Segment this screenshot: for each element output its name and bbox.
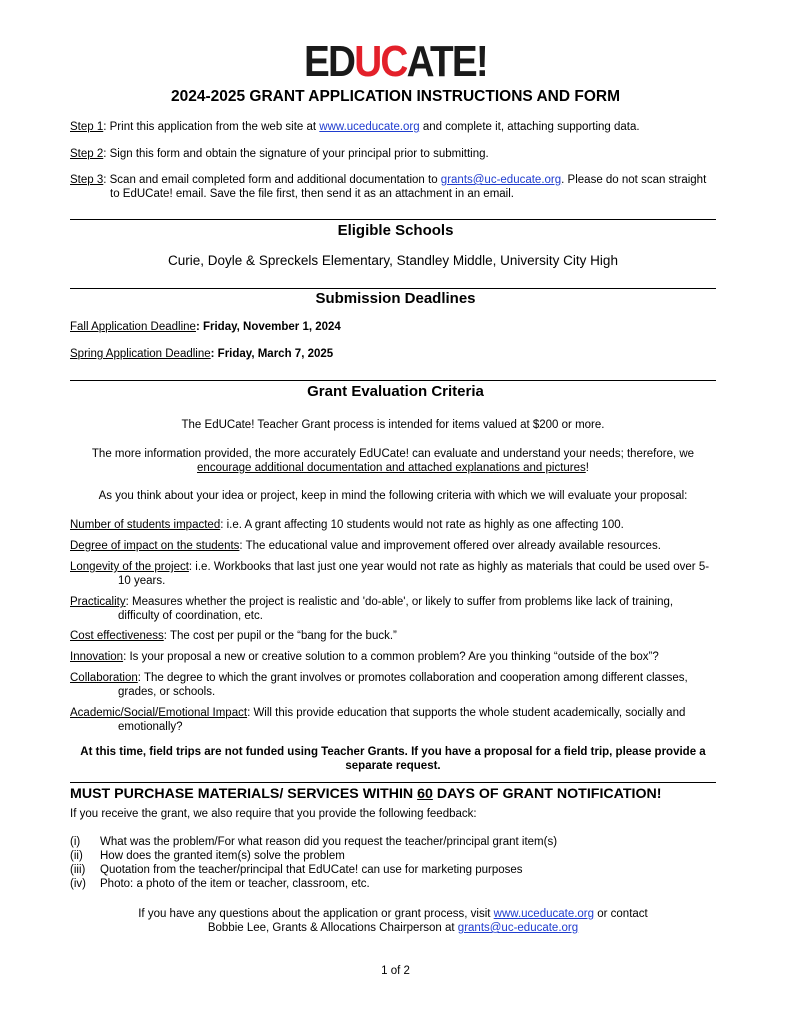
spring-deadline: Spring Application Deadline: Friday, March 7, 2025 xyxy=(70,348,334,360)
divider xyxy=(70,782,716,783)
feedback-item: (iv) Photo: a photo of the item or teacher, classroom, etc. xyxy=(70,878,370,890)
feedback-intro: If you receive the grant, we also require that you provide the following feedback: xyxy=(70,808,477,820)
criteria-intro-3: As you think about your idea or project, keep in mind the following criteria with which we will evaluate your proposal: xyxy=(98,490,688,502)
footer-website-link[interactable]: www.uceducate.org xyxy=(493,908,595,920)
criterion-item: Innovation: Is your proposal a new or creative solution to a common problem? Are you thinking “outside of the box”? xyxy=(70,651,659,663)
page-title: 2024-2025 GRANT APPLICATION INSTRUCTIONS AND FORM xyxy=(171,88,620,105)
criterion-item: Cost effectiveness: The cost per pupil or the “bang for the buck.” xyxy=(70,630,397,642)
criteria-intro-1: The EdUCate! Teacher Grant process is intended for items valued at $200 or more. xyxy=(181,419,605,431)
feedback-item: (ii) How does the granted item(s) solve the problem xyxy=(70,850,345,862)
divider xyxy=(70,288,716,289)
website-link[interactable]: www.uceducate.org xyxy=(319,121,420,133)
submission-deadlines-heading: Submission Deadlines xyxy=(315,290,476,307)
eligible-schools-list: Curie, Doyle & Spreckels Elementary, Standley Middle, University City High xyxy=(168,253,618,268)
divider xyxy=(70,219,716,220)
purchase-deadline-heading: MUST PURCHASE MATERIALS/ SERVICES WITHIN 60 DAYS OF GRANT NOTIFICATION! xyxy=(70,786,662,802)
feedback-item: (i) What was the problem/For what reason did you request the teacher/principal grant item(s) xyxy=(70,836,558,848)
step-3: Step 3: Scan and email completed form and additional documentation to grants@uc-educate.org. Please do not scan straight to EdUCate! email. Save the file first, then send it as an attachment in an email. xyxy=(70,174,707,200)
educate-logo: EDUCATE! xyxy=(303,37,488,86)
criterion-item: Academic/Social/Emotional Impact: Will this provide education that supports the whole student academically, socially and emotionally? xyxy=(70,707,686,733)
field-trip-note: At this time, field trips are not funded using Teacher Grants. If you have a proposal for a field trip, please provide a separate request. xyxy=(80,746,706,772)
step-1: Step 1: Print this application from the web site at www.uceducate.org and complete it, attaching supporting data. xyxy=(70,121,640,133)
fall-deadline: Fall Application Deadline: Friday, November 1, 2024 xyxy=(70,321,341,333)
criterion-item: Number of students impacted: i.e. A grant affecting 10 students would not rate as highly as one affecting 100. xyxy=(70,519,624,531)
divider xyxy=(70,380,716,381)
grant-evaluation-criteria-heading: Grant Evaluation Criteria xyxy=(307,383,484,400)
criterion-item: Collaboration: The degree to which the grant involves or promotes collaboration and cooperation among different classes, grades, or schools. xyxy=(70,672,688,698)
eligible-schools-heading: Eligible Schools xyxy=(337,222,454,239)
page-number: 1 of 2 xyxy=(381,965,410,977)
criterion-item: Degree of impact on the students: The educational value and improvement offered over already available resources. xyxy=(70,540,661,552)
step-2: Step 2: Sign this form and obtain the signature of your principal prior to submitting. xyxy=(70,148,489,160)
contact-footer: If you have any questions about the application or grant process, visit www.uceducate.org or contact Bobbie Lee, Grants & Allocations Chairperson at grants@uc-educate.org xyxy=(138,908,648,934)
footer-email-link[interactable]: grants@uc-educate.org xyxy=(457,922,579,934)
criterion-item: Longevity of the project: i.e. Workbooks that last just one year would not rate as highly as materials that could be used over 5- 10 years. xyxy=(70,561,710,587)
criteria-intro-2: The more information provided, the more accurately EdUCate! can evaluate and understand your needs; therefore, we encourage additional documentation and attached explanations and pictures! xyxy=(91,448,695,474)
email-link[interactable]: grants@uc-educate.org xyxy=(440,174,562,186)
feedback-item: (iii) Quotation from the teacher/principal that EdUCate! can use for marketing purposes xyxy=(70,864,523,876)
criterion-item: Practicality: Measures whether the project is realistic and 'do-able', or likely to suffer from problems like lack of training, difficulty of coordination, etc. xyxy=(70,596,674,622)
